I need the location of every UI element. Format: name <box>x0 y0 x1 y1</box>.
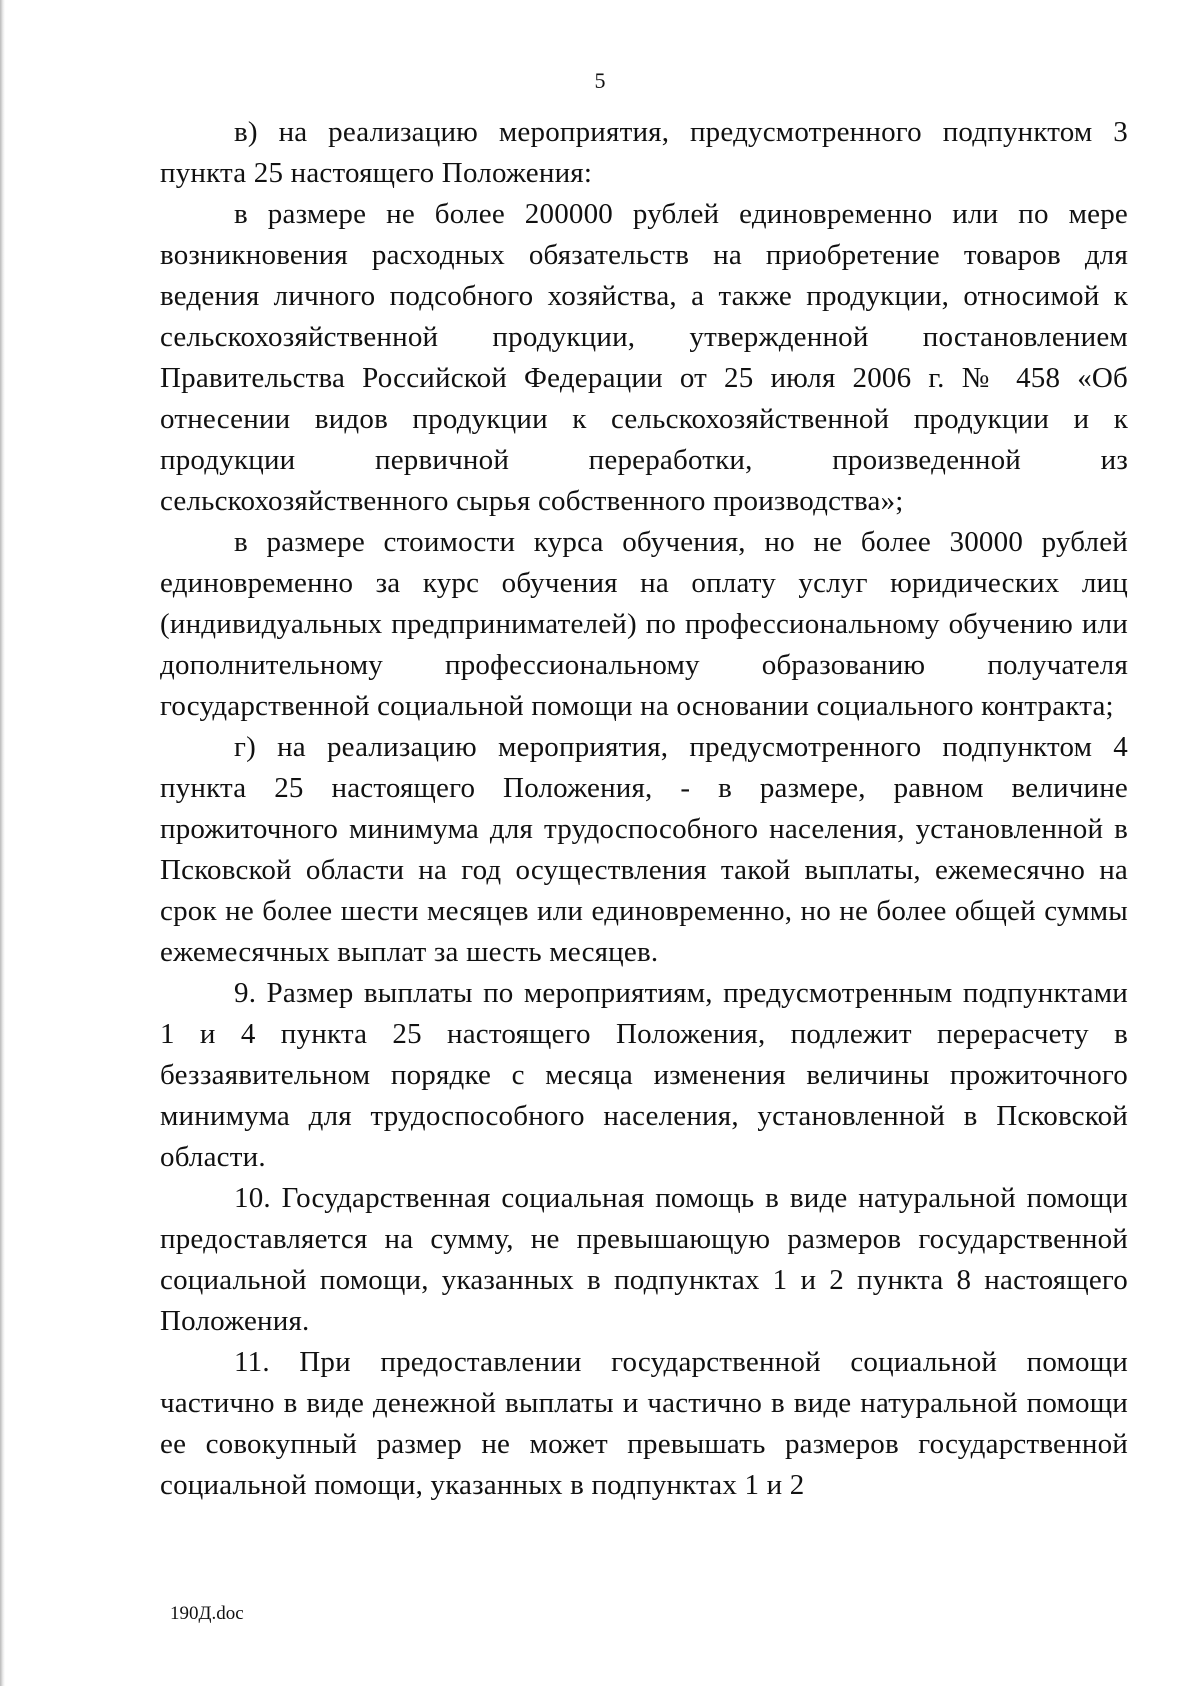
footer-filename: 190Д.doc <box>170 1603 244 1624</box>
paragraph-11: 11. При предоставлении государственной социальной помощи частично в виде денежной выплаты и частично в виде натуральной помощи ее совокупный размер не может превышать размеров государственной социальной помощи, указанных в подпунктах 1 и 2 <box>160 1346 1128 1501</box>
paragraph-amount-200000: в размере не более 200000 рублей единовременно или по мере возникновения расходных обязательств на приобретение товаров для ведения личного подсобного хозяйства, а также продукции, относимой к сельскохозяйственной продукции, утвержденной постановлением Правительства Российской Федерации от 25 июля 2006 г. № 458 «Об отнесении видов продукции к сельскохозяйственной продукции и к продукции первичной переработки, произведенной из сельскохозяйственного сырья собственного производства»; <box>160 198 1128 517</box>
paragraph-training-cost: в размере стоимости курса обучения, но не более 30000 рублей единовременно за курс обучения на оплату услуг юридических лиц (индивидуальных предпринимателей) по профессиональному обучению или дополнительному профессиональному образованию получателя государственной социальной помощи на основании социального контракта; <box>160 526 1128 722</box>
document-body <box>160 112 1128 1506</box>
paragraph-9: 9. Размер выплаты по мероприятиям, предусмотренным подпунктами 1 и 4 пункта 25 настоящего Положения, подлежит перерасчету в беззаявительном порядке с месяца изменения величины прожиточного минимума для трудоспособного населения, установленной в Псковской области. <box>160 977 1128 1173</box>
paragraph-g: г) на реализацию мероприятия, предусмотренного подпунктом 4 пункта 25 настоящего Положения, - в размере, равном величине прожиточного минимума для трудоспособного населения, установленной в Псковской области на год осуществления такой выплаты, ежемесячно на срок не более шести месяцев или единовременно, но не более общей суммы ежемесячных выплат за шесть месяцев. <box>160 731 1128 968</box>
page-number: 5 <box>594 68 606 93</box>
paragraph-10: 10. Государственная социальная помощь в виде натуральной помощи предоставляется на сумму, не превышающую размеров государственной социальной помощи, указанных в подпунктах 1 и 2 пункта 8 настоящего Положения. <box>160 1182 1128 1337</box>
scan-edge <box>0 0 5 1686</box>
paragraph-v: в) на реализацию мероприятия, предусмотренного подпунктом 3 пункта 25 настоящего Положения: <box>160 116 1128 189</box>
